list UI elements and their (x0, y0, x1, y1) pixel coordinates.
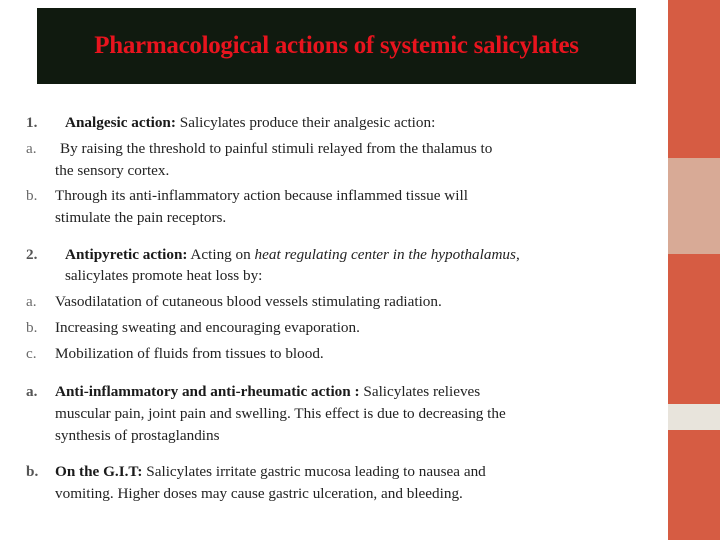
section-2-number: 2. (26, 246, 38, 263)
section-4-marker: b. (26, 463, 39, 480)
side-bar-segment (668, 430, 720, 540)
section-2-item-c: Mobilization of fluids from tissues to blood. (55, 345, 324, 362)
section-3-line-1-text: Salicylates relieves (359, 383, 481, 400)
section-4-heading: On the G.I.T: (55, 463, 143, 480)
section-1-item-a-line-1: By raising the threshold to painful stimuli relayed from the thalamus to (60, 140, 493, 157)
section-2-intro: Acting on (187, 246, 255, 263)
section-4-line-2: vomiting. Higher doses may cause gastric ulceration, and bleeding. (55, 485, 463, 502)
section-1-item-b-line-1: Through its anti-inflammatory action because inflammed tissue will (55, 187, 468, 204)
slide-title: Pharmacological actions of systemic salicylates (94, 32, 579, 59)
section-1-heading: Analgesic action: (65, 114, 176, 131)
side-bar-segment (668, 0, 720, 158)
section-2-heading: Antipyretic action: (65, 246, 188, 263)
section-1-intro: Salicylates produce their analgesic action: (175, 114, 436, 131)
section-1-item-a-marker: a. (26, 140, 37, 157)
section-2-item-a: Vasodilatation of cutaneous blood vessels stimulating radiation. (55, 293, 442, 310)
section-2-heading-line (65, 244, 520, 266)
side-bar-segment (668, 404, 720, 430)
section-1-item-b-line-2: stimulate the pain receptors. (55, 209, 227, 226)
section-2-line-2: salicylates promote heat loss by: (65, 267, 263, 284)
section-3-heading: Anti-inflammatory and anti-rheumatic action : (55, 383, 360, 400)
section-3-line-3: synthesis of prostaglandins (55, 427, 220, 444)
decorative-side-bar (668, 0, 720, 540)
side-bar-segment (668, 158, 720, 254)
section-3-line-2: muscular pain, joint pain and swelling. This effect is due to decreasing the (55, 405, 506, 422)
side-bar-segment (668, 254, 720, 404)
section-4-line-1-text: Salicylates irritate gastric mucosa leading to nausea and (142, 463, 486, 480)
section-2-item-c-marker: c. (26, 345, 37, 362)
section-3-marker: a. (26, 383, 38, 400)
section-2-item-a-marker: a. (26, 293, 37, 310)
section-1-item-a-line-2: the sensory cortex. (55, 162, 170, 179)
section-3-line-1 (55, 381, 480, 403)
section-2-intro-end: , (515, 246, 520, 263)
section-1-item-b-marker: b. (26, 187, 38, 204)
section-2-item-b-marker: b. (26, 319, 38, 336)
section-2-item-b: Increasing sweating and encouraging evaporation. (55, 319, 360, 336)
section-1-heading-line (65, 112, 435, 134)
section-4-line-1 (55, 461, 486, 483)
section-2-intro-italic: heat regulating center in the hypothalamus (254, 246, 516, 263)
section-1-number: 1. (26, 114, 38, 131)
